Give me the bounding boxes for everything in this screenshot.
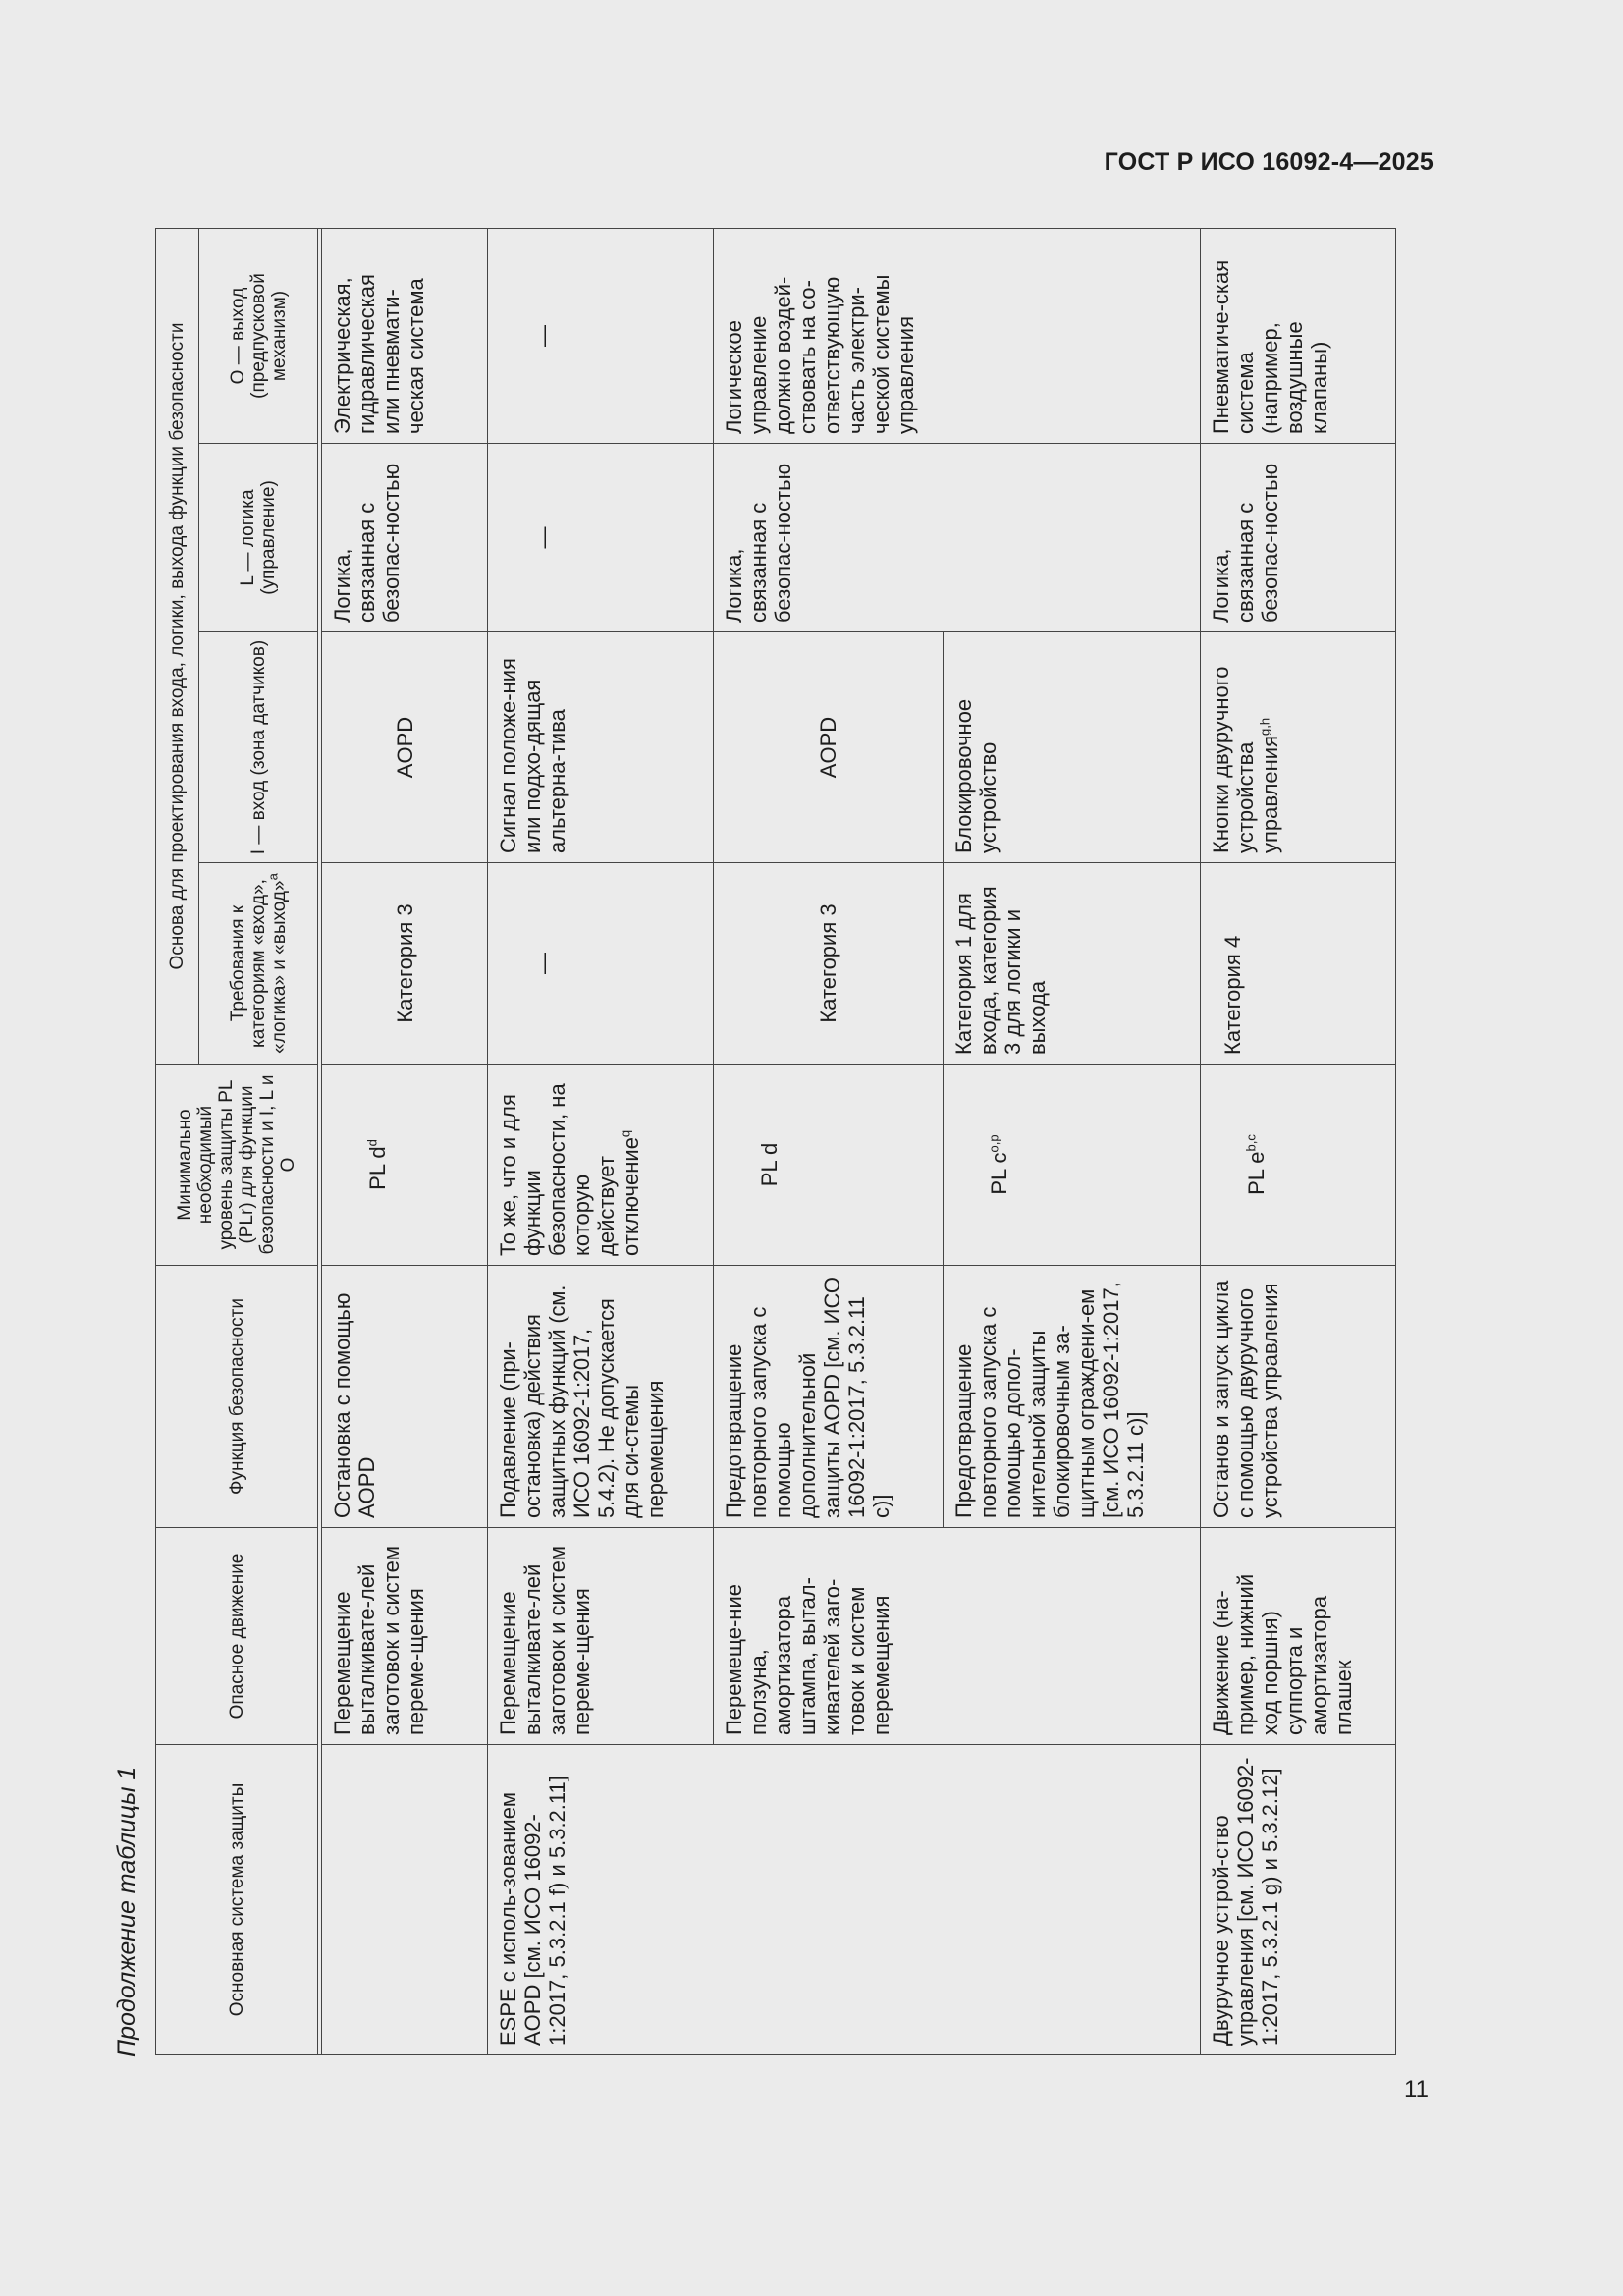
header-design-basis: Основа для проектирования входа, логики, выхода функции безопасности xyxy=(156,229,199,1065)
cell-category: Категория 3 xyxy=(713,863,943,1065)
cell-input: AOPD xyxy=(322,632,488,863)
cell-category: Категория 3 xyxy=(322,863,488,1065)
table-row xyxy=(1200,229,1395,2055)
header-plr: Минимально необходимый уровень защиты PL (PLr) для функции безопасности и I, L и O xyxy=(156,1065,318,1266)
cell-logic: Логика, связанная с безопас-ностью xyxy=(713,444,1200,632)
header-category: Требования к категориям «вход», «логика» и «выход»$^a$ xyxy=(199,863,318,1065)
cell-input: Сигнал положе-ния или подхо-дящая альтерна-тива xyxy=(488,632,714,863)
cell-system-empty xyxy=(322,1745,488,2055)
rotated-table-wrapper xyxy=(155,229,1396,2055)
cell-input: Кнопки двуручного устройства управления$^{g,h}$ xyxy=(1200,632,1395,863)
header-logic: L — логика (управление) xyxy=(199,444,318,632)
cell-motion: Движение (на-пример, нижний ход поршня) суппорта и амортизатора плашек xyxy=(1200,1528,1395,1745)
cell-output: Логическое управление должно воздей-ствовать на со-ответствующую часть электри-ческой системы управления xyxy=(713,229,1200,444)
cell-plr: PL $d^d$ xyxy=(322,1065,488,1266)
cell-function: Предотвращение повторного запуска с помощью допол-нительной защиты блокировочным за-щитным ограждени-ем [см. ИСО 16092-1:2017, 5.3.2.11 с)] xyxy=(943,1266,1200,1528)
table-row xyxy=(488,229,714,2055)
cell-logic: Логика, связанная с безопас-ностью xyxy=(322,444,488,632)
cell-input: Блокировочное устройство xyxy=(943,632,1200,863)
table-continuation-caption: Продолжение таблицы 1 xyxy=(113,1766,140,2057)
cell-plr: PL d xyxy=(713,1065,943,1266)
cell-output: Электрическая, гидравлическая или пневмати-ческая система xyxy=(322,229,488,444)
cell-function: Подавление (при-остановка) действия защитных функций (см. ИСО 16092-1:2017, 5.4.2). Не допускается для си-стемы перемещения xyxy=(488,1266,714,1528)
cell-plr: PL $c^{o,p}$ xyxy=(943,1065,1200,1266)
cell-input: AOPD xyxy=(713,632,943,863)
header-input: I — вход (зона датчиков) xyxy=(199,632,318,863)
cell-motion: Перемеще-ние ползуна, амортизатора штампа, вытал-кивателей заго-товок и систем перемещения xyxy=(713,1528,1200,1745)
cell-logic: Логика, связанная с безопас-ностью xyxy=(1200,444,1395,632)
header-system: Основная система защиты xyxy=(156,1745,318,2055)
standard-designation: ГОСТ Р ИСО 16092-4—2025 xyxy=(1104,148,1434,176)
header-function: Функция безопасности xyxy=(156,1266,318,1528)
cell-category: Категория 4 xyxy=(1200,863,1395,1065)
page-number: 11 xyxy=(1404,2076,1429,2103)
table-row xyxy=(322,229,488,2055)
cell-plr: То же, что и для функции безопасности, на которую действует отключение$^q$ xyxy=(488,1065,714,1266)
cell-motion: Перемещение выталкивате-лей заготовок и систем переме-щения xyxy=(322,1528,488,1745)
cell-motion: Перемещение выталкивате-лей заготовок и систем переме-щения xyxy=(488,1528,714,1745)
cell-output: Пневматиче-ская система (например, воздушные клапаны) xyxy=(1200,229,1395,444)
cell-system: ESPE с исполь-зованием AOPD [см. ИСО 16092-1:2017, 5.3.2.1 f) и 5.3.2.11] xyxy=(488,1745,1200,2055)
cell-plr: PL $e^{b,c}$ xyxy=(1200,1065,1395,1266)
cell-function: Остановка с помощью AOPD xyxy=(322,1266,488,1528)
cell-category: Категория 1 для входа, категория 3 для логики и выхода xyxy=(943,863,1200,1065)
safety-functions-table xyxy=(155,228,1396,2055)
cell-logic: — xyxy=(488,444,714,632)
header-output: О — выход (предпусковой механизм) xyxy=(199,229,318,444)
cell-system: Двуручное устрой-ство управления [см. ИСО 16092-1:2017, 5.3.2.1 g) и 5.3.2.12] xyxy=(1200,1745,1395,2055)
cell-output: — xyxy=(488,229,714,444)
cell-function: Предотвращение повторного запуска с помощью дополнительной защиты AOPD [см. ИСО 16092-1:2017, 5.3.2.11 с)] xyxy=(713,1266,943,1528)
cell-function: Останов и запуск цикла с помощью двуручного устройства управления xyxy=(1200,1266,1395,1528)
cell-category: — xyxy=(488,863,714,1065)
header-motion: Опасное движение xyxy=(156,1528,318,1745)
